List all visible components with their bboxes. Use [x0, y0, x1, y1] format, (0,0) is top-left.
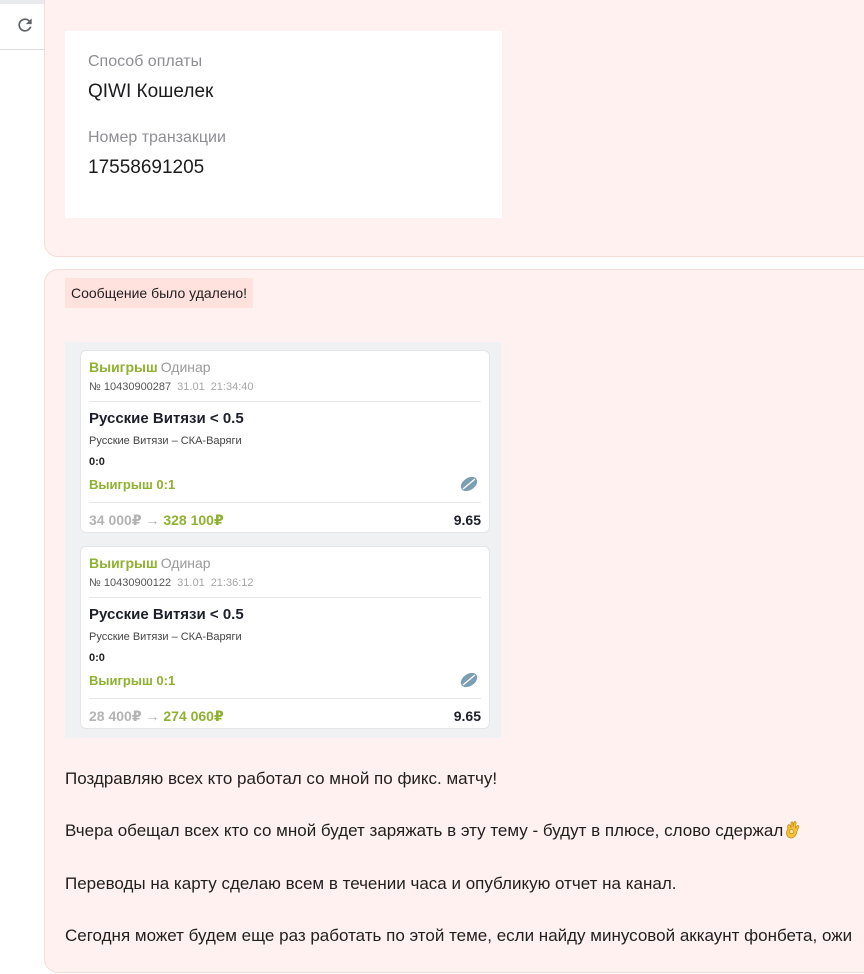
bet-result: Выигрыш 0:1 — [89, 673, 176, 688]
message-paragraph: Вчера обещал всех кто со мной будет заряжать в эту тему - будут в плюсе, слово сдержал — [65, 820, 801, 842]
bet-result: Выигрыш 0:1 — [89, 477, 176, 492]
bet-score: 0:0 — [89, 652, 105, 664]
bet-meta — [89, 381, 254, 393]
divider — [89, 597, 481, 598]
bet-slip — [80, 546, 490, 729]
message-paragraph: Сегодня может будем еще раз работать по этой теме, если найду минусовой аккаунт фонбета, ожи — [65, 926, 853, 945]
bet-status: Выигрыш Одинар — [89, 555, 211, 571]
message-paragraph: Поздравляю всех кто работал со мной по фикс. матчу! — [65, 769, 498, 788]
bet-number: № 10430900287 — [89, 381, 172, 393]
bet-kind: Одинар — [160, 359, 211, 375]
divider — [89, 502, 481, 503]
bet-time: 21:36:12 — [210, 577, 254, 589]
message-card — [44, 269, 864, 973]
bet-amount — [89, 512, 224, 529]
bet-amount — [89, 708, 224, 725]
reload-icon[interactable] — [13, 13, 37, 37]
bet-payout: 274 060₽ — [163, 708, 224, 724]
arrow-icon: → — [145, 512, 160, 528]
bet-stake: 28 400₽ — [89, 708, 142, 724]
bet-slip — [80, 350, 490, 533]
bet-kind: Одинар — [160, 555, 211, 571]
ok-hand-emoji-icon — [784, 820, 801, 839]
bet-meta — [89, 577, 254, 589]
bet-status: Выигрыш Одинар — [89, 359, 211, 375]
bet-odds: 9.65 — [453, 512, 481, 528]
bet-time: 21:34:40 — [210, 381, 254, 393]
leaf-icon — [459, 475, 479, 493]
bet-stake: 34 000₽ — [89, 512, 142, 528]
bet-market: Русские Витязи < 0.5 — [89, 410, 244, 427]
transaction-number-value: 17558691205 — [88, 157, 205, 178]
bet-number: № 10430900122 — [89, 577, 172, 589]
bet-odds: 9.65 — [453, 708, 481, 724]
bet-slips-image — [65, 342, 501, 738]
bet-date: 31.01 — [177, 577, 205, 589]
bet-market: Русские Витязи < 0.5 — [89, 606, 244, 623]
payment-method-value: QIWI Кошелек — [88, 81, 214, 102]
arrow-icon: → — [145, 708, 160, 724]
bet-date: 31.01 — [177, 381, 205, 393]
bet-teams: Русские Витязи – СКА-Варяги — [89, 631, 242, 643]
bet-teams: Русские Витязи – СКА-Варяги — [89, 435, 242, 447]
payment-details-image — [65, 31, 502, 218]
bet-payout: 328 100₽ — [163, 512, 224, 528]
bet-score: 0:0 — [89, 456, 105, 468]
deleted-badge: Сообщение было удалено! — [65, 278, 253, 308]
divider — [89, 401, 481, 402]
message-card — [44, 0, 864, 257]
divider — [89, 698, 481, 699]
message-paragraph: Переводы на карту сделаю всем в течении часа и опубликую отчет на канал. — [65, 874, 677, 893]
transaction-number-label: Номер транзакции — [88, 129, 226, 146]
leaf-icon — [459, 671, 479, 689]
payment-method-label: Способ оплаты — [88, 53, 203, 70]
